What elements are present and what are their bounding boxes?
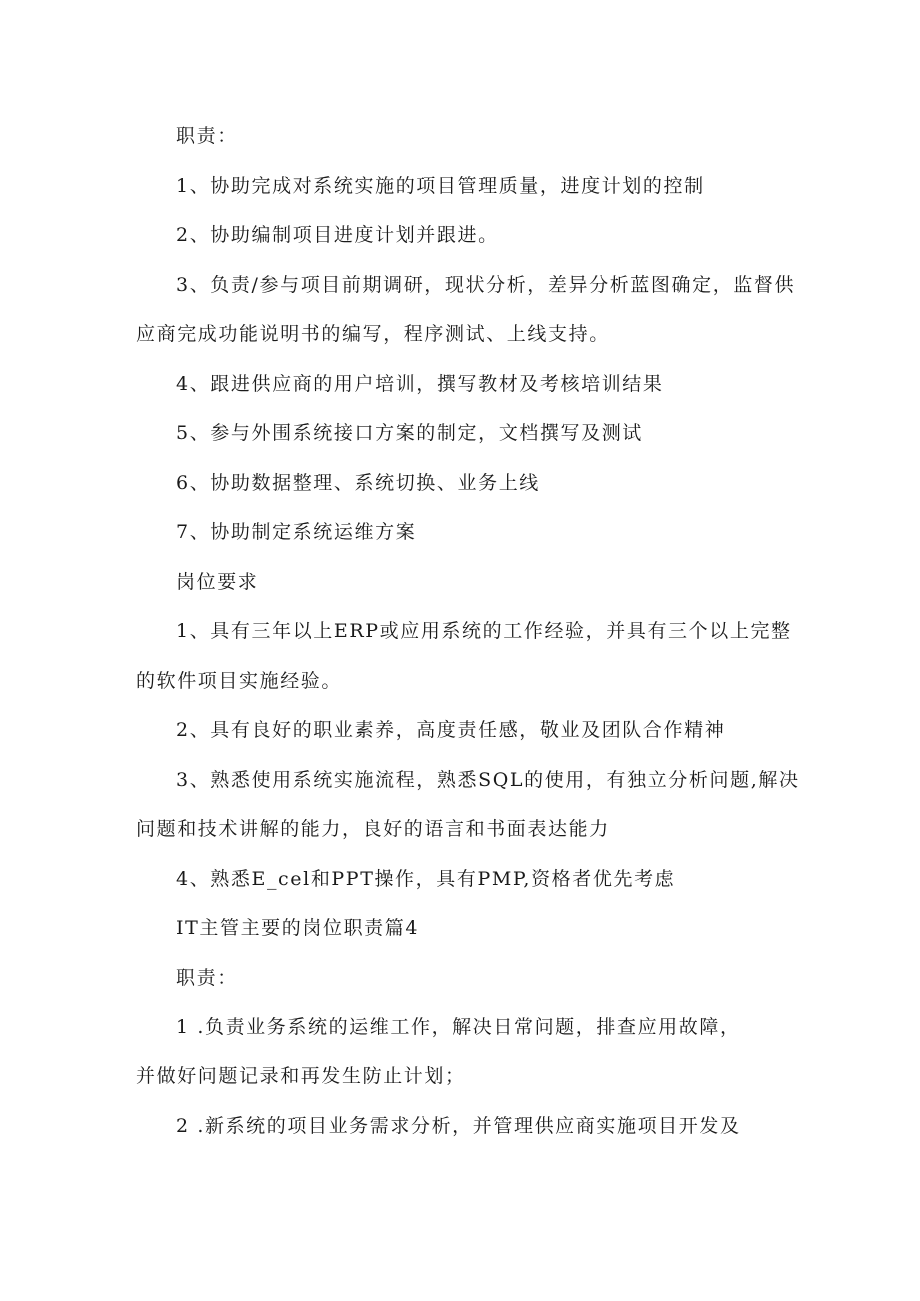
paragraph-line: 1 .负责业务系统的运维工作，解决日常问题，排查应用故障，: [176, 1016, 741, 1038]
paragraph-line: 3、负责/参与项目前期调研，现状分析，差异分析蓝图确定，监督供: [176, 274, 796, 296]
paragraph-line: 1、具有三年以上ERP或应用系统的工作经验，并具有三个以上完整: [176, 620, 792, 642]
paragraph-line: 并做好问题记录和再发生防止计划；: [136, 1065, 466, 1087]
paragraph-line: 2 .新系统的项目业务需求分析，并管理供应商实施项目开发及: [176, 1115, 741, 1137]
paragraph-line: 7、协助制定系统运维方案: [176, 521, 417, 543]
paragraph-line: 1、协助完成对系统实施的项目管理质量，进度计划的控制: [176, 175, 705, 197]
paragraph-line: 2、协助编制项目进度计划并跟进。: [176, 224, 499, 246]
section-heading-duties: 职责：: [176, 967, 238, 989]
section-heading-duties: 职责：: [176, 125, 238, 147]
paragraph-line: 2、具有良好的职业素养，高度责任感，敬业及团队合作精神: [176, 719, 726, 741]
paragraph-line: 应商完成功能说明书的编写，程序测试、上线支持。: [136, 323, 610, 345]
paragraph-line: 6、协助数据整理、系统切换、业务上线: [176, 472, 540, 494]
paragraph-line: 4、熟悉E_cel和PPT操作，具有PMP,资格者优先考虑: [176, 868, 676, 890]
paragraph-line: 的软件项目实施经验。: [136, 670, 343, 692]
paragraph-line: 4、跟进供应商的用户培训，撰写教材及考核培训结果: [176, 373, 664, 395]
section-title: IT主管主要的岗位职责篇4: [176, 917, 420, 939]
paragraph-line: 问题和技术讲解的能力，良好的语言和书面表达能力: [136, 818, 610, 840]
section-heading-requirements: 岗位要求: [176, 571, 259, 593]
paragraph-line: 5、参与外围系统接口方案的制定，文档撰写及测试: [176, 422, 643, 444]
paragraph-line: 3、熟悉使用系统实施流程，熟悉SQL的使用，有独立分析问题,解决: [176, 769, 800, 791]
